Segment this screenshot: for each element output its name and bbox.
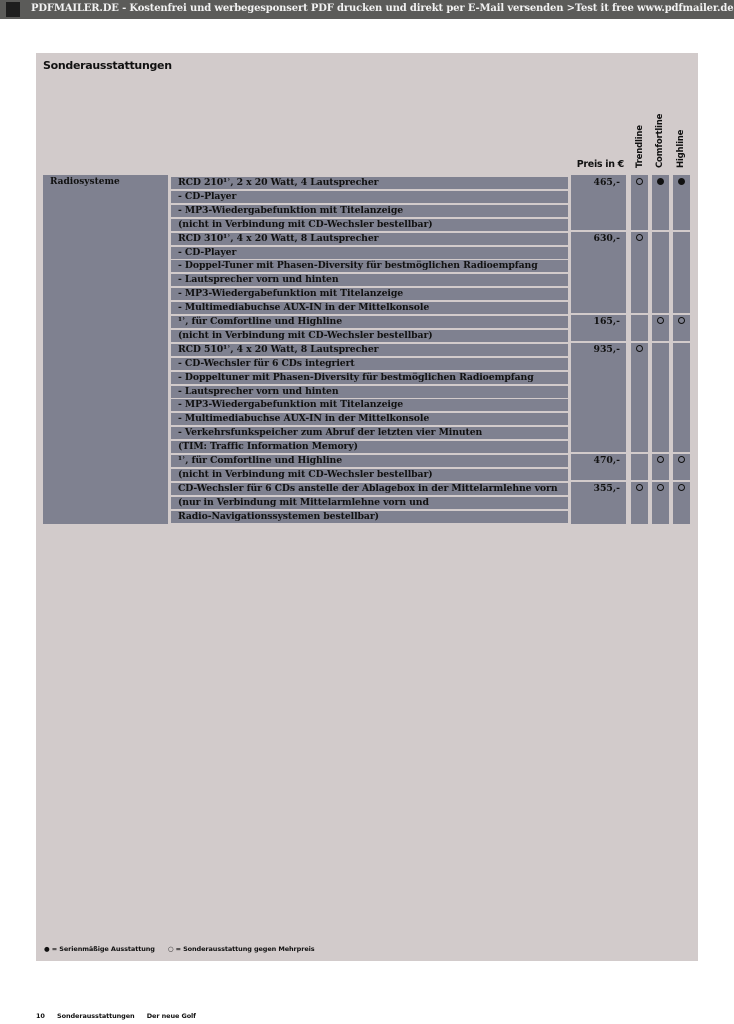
option-row: ¹ʾ, für Comfortline und Highline	[171, 316, 568, 328]
group-separator	[571, 480, 691, 482]
price-value: 465,-	[593, 177, 620, 188]
category-label: Radiosysteme	[50, 177, 120, 187]
option-row: (nicht in Verbindung mit CD-Wechsler bestellbar)	[171, 330, 568, 342]
optional-equipment-icon	[657, 456, 664, 463]
optional-equipment-icon	[678, 456, 685, 463]
highline-column-header: Highline	[676, 129, 686, 168]
page-number: 10	[36, 1012, 45, 1020]
price-value: 935,-	[593, 344, 620, 355]
optional-equipment-icon	[636, 345, 643, 352]
optional-equipment-icon	[636, 234, 643, 241]
legend-standard-text: = Serienmäßige Ausstattung	[51, 945, 155, 953]
pdfmailer-banner	[0, 0, 734, 19]
option-row: RCD 510¹ʾ, 4 x 20 Watt, 8 Lautsprecher	[171, 344, 568, 356]
availability-mark	[652, 177, 669, 189]
price-value: 630,-	[593, 233, 620, 244]
section-heading: Sonderausstattungen	[43, 59, 172, 72]
option-row: (nicht in Verbindung mit CD-Wechsler bestellbar)	[171, 219, 568, 231]
option-row: RCD 210¹ʾ, 2 x 20 Watt, 4 Lautsprecher	[171, 177, 568, 189]
option-row: - CD-Wechsler für 6 CDs integriert	[171, 358, 568, 370]
optional-equipment-icon	[678, 317, 685, 324]
optional-equipment-icon	[636, 484, 643, 491]
option-row: RCD 310¹ʾ, 4 x 20 Watt, 8 Lautsprecher	[171, 233, 568, 245]
availability-mark	[673, 455, 690, 467]
legend-optional-symbol: ○	[167, 945, 174, 953]
highline-column	[673, 175, 690, 524]
option-row: - Lautsprecher vorn und hinten	[171, 386, 568, 398]
group-separator	[571, 313, 691, 315]
group-separator	[571, 341, 691, 343]
optional-equipment-icon	[636, 178, 643, 185]
option-row: - MP3-Wiedergabefunktion mit Titelanzeige	[171, 205, 568, 217]
price-column-header: Preis in €	[576, 159, 624, 170]
standard-equipment-icon	[678, 178, 685, 185]
option-row: - Lautsprecher vorn und hinten	[171, 274, 568, 286]
option-row: - MP3-Wiedergabefunktion mit Titelanzeige	[171, 288, 568, 300]
availability-mark	[631, 344, 648, 356]
availability-mark	[673, 177, 690, 189]
group-separator	[571, 452, 691, 454]
availability-mark	[652, 455, 669, 467]
comfortline-column-header: Comfortline	[655, 113, 665, 168]
page-footer	[36, 1012, 206, 1020]
banner-text: PDFMAILER.DE - Kostenfrei und werbegesponsert PDF drucken und direkt per E-Mail versenden >Test it free www.pdfmailer.de	[31, 3, 734, 14]
option-row: - Doppeltuner mit Phasen-Diversity für bestmöglichen Radioempfang	[171, 372, 568, 384]
optional-equipment-icon	[678, 484, 685, 491]
availability-mark	[631, 483, 648, 495]
comfortline-column	[652, 175, 669, 524]
optional-equipment-icon	[657, 317, 664, 324]
standard-equipment-icon	[657, 178, 664, 185]
availability-mark	[631, 177, 648, 189]
option-row: - Multimediabuchse AUX-IN in der Mittelkonsole	[171, 302, 568, 314]
option-row: - CD-Player	[171, 191, 568, 203]
optional-equipment-icon	[657, 484, 664, 491]
availability-mark	[652, 483, 669, 495]
option-row: ¹ʾ, für Comfortline und Highline	[171, 455, 568, 467]
legend-optional-text: = Sonderausstattung gegen Mehrpreis	[175, 945, 315, 953]
option-row: - Verkehrsfunkspeicher zum Abruf der letzten vier Minuten	[171, 427, 568, 439]
legend-standard-symbol: ●	[44, 945, 50, 953]
option-row: Radio-Navigationssystemen bestellbar)	[171, 511, 568, 523]
option-row: (TIM: Traffic Information Memory)	[171, 441, 568, 453]
option-row: - Multimediabuchse AUX-IN in der Mittelkonsole	[171, 413, 568, 425]
legend	[44, 945, 315, 953]
price-value: 470,-	[593, 455, 620, 466]
footer-section: Sonderausstattungen	[57, 1012, 135, 1020]
trendline-column-header: Trendline	[635, 125, 645, 168]
option-row: - CD-Player	[171, 247, 568, 259]
option-row: (nur in Verbindung mit Mittelarmlehne vorn und	[171, 497, 568, 509]
option-row: (nicht in Verbindung mit CD-Wechsler bestellbar)	[171, 469, 568, 481]
availability-mark	[652, 316, 669, 328]
option-row: - Doppel-Tuner mit Phasen-Diversity für bestmöglichen Radioempfang	[171, 260, 568, 272]
banner-logo-icon	[6, 2, 20, 17]
availability-mark	[673, 483, 690, 495]
availability-mark	[631, 233, 648, 245]
group-separator	[571, 230, 691, 232]
availability-mark	[673, 316, 690, 328]
category-cell	[43, 175, 168, 524]
option-row: CD-Wechsler für 6 CDs anstelle der Ablagebox in der Mittelarmlehne vorn	[171, 483, 568, 495]
option-row: - MP3-Wiedergabefunktion mit Titelanzeige	[171, 399, 568, 411]
price-value: 355,-	[593, 483, 620, 494]
price-value: 165,-	[593, 316, 620, 327]
footer-title: Der neue Golf	[146, 1012, 196, 1020]
